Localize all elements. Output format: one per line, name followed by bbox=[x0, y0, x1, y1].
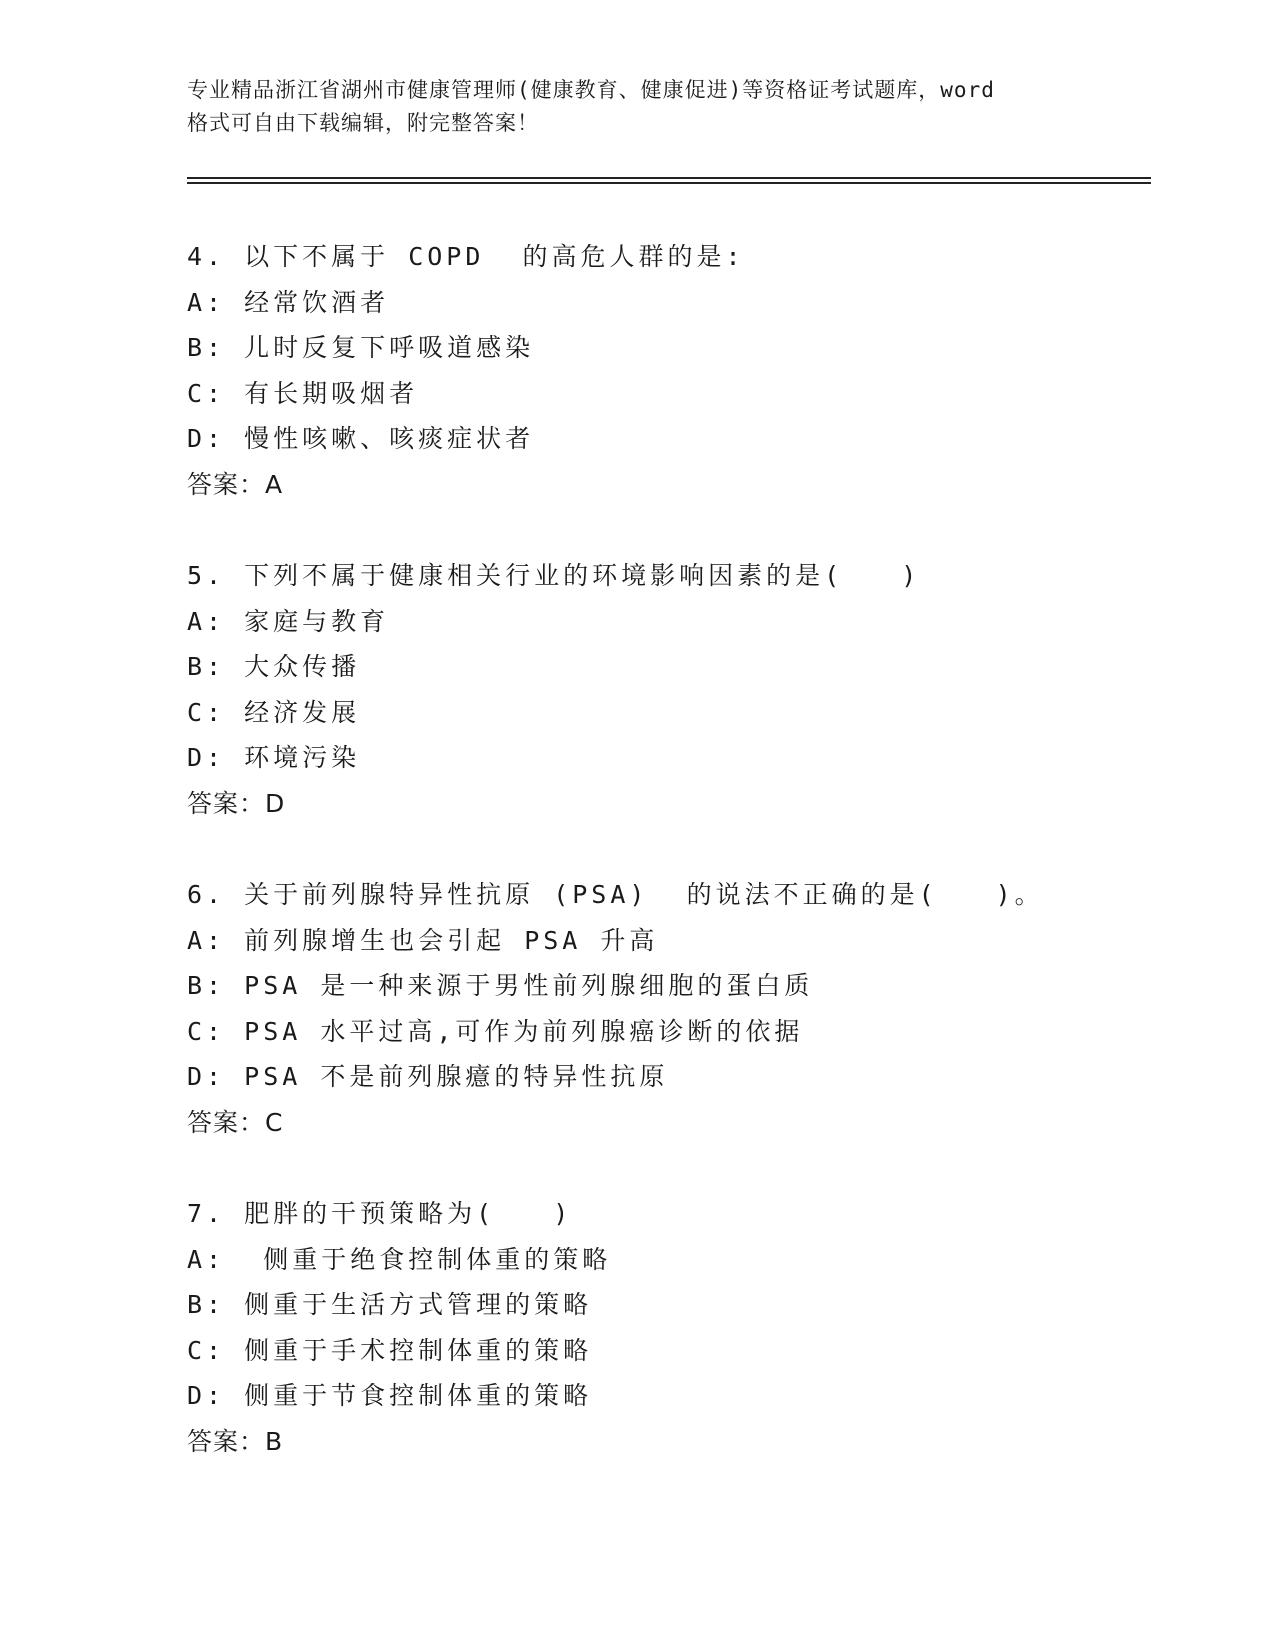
answer-text: 答案：A bbox=[187, 469, 284, 499]
option-a: A: 经常饮酒者 bbox=[187, 287, 390, 317]
document-header bbox=[187, 74, 1087, 140]
question-stem: 7. 肥胖的干预策略为( ) bbox=[187, 1199, 573, 1228]
option-a: A: 家庭与教育 bbox=[187, 606, 390, 636]
answer-text: 答案：C bbox=[187, 1107, 284, 1137]
header-line-2: 格式可自由下载编辑，附完整答案！ bbox=[187, 111, 539, 135]
header-rule-bottom bbox=[187, 182, 1151, 184]
question-6 bbox=[187, 872, 1147, 1145]
option-d: D: 侧重于节食控制体重的策略 bbox=[187, 1381, 593, 1410]
option-c: C: 经济发展 bbox=[187, 697, 361, 727]
option-b: B: 大众传播 bbox=[187, 652, 361, 681]
question-stem: 5. 下列不属于健康相关行业的环境影响因素的是( ) bbox=[187, 561, 921, 590]
question-7 bbox=[187, 1191, 1147, 1464]
answer-text: 答案：D bbox=[187, 788, 286, 818]
question-stem: 4. 以下不属于 COPD 的高危人群的是: bbox=[187, 242, 745, 271]
question-5 bbox=[187, 553, 1147, 826]
option-c: C: 有长期吸烟者 bbox=[187, 378, 419, 408]
option-b: B: 侧重于生活方式管理的策略 bbox=[187, 1290, 593, 1319]
option-d: D: 慢性咳嗽、咳痰症状者 bbox=[187, 424, 535, 453]
option-a: A: 侧重于绝食控制体重的策略 bbox=[187, 1244, 612, 1274]
option-a: A: 前列腺增生也会引起 PSA 升高 bbox=[187, 925, 659, 955]
option-c: C: 侧重于手术控制体重的策略 bbox=[187, 1335, 593, 1365]
option-b: B: 儿时反复下呼吸道感染 bbox=[187, 333, 535, 362]
option-d: D: 环境污染 bbox=[187, 743, 361, 772]
answer-text: 答案：B bbox=[187, 1426, 284, 1456]
option-c: C: PSA 水平过高,可作为前列腺癌诊断的依据 bbox=[187, 1016, 804, 1046]
header-rule-top bbox=[187, 177, 1151, 179]
question-stem: 6. 关于前列腺特异性抗原 (PSA) 的说法不正确的是( )。 bbox=[187, 880, 1044, 909]
option-d: D: PSA 不是前列腺癔的特异性抗原 bbox=[187, 1062, 669, 1091]
question-4 bbox=[187, 234, 1147, 507]
option-b: B: PSA 是一种来源于男性前列腺细胞的蛋白质 bbox=[187, 971, 814, 1000]
header-line-1: 专业精品浙江省湖州市健康管理师(健康教育、健康促进)等资格证考试题库，word bbox=[187, 78, 995, 102]
